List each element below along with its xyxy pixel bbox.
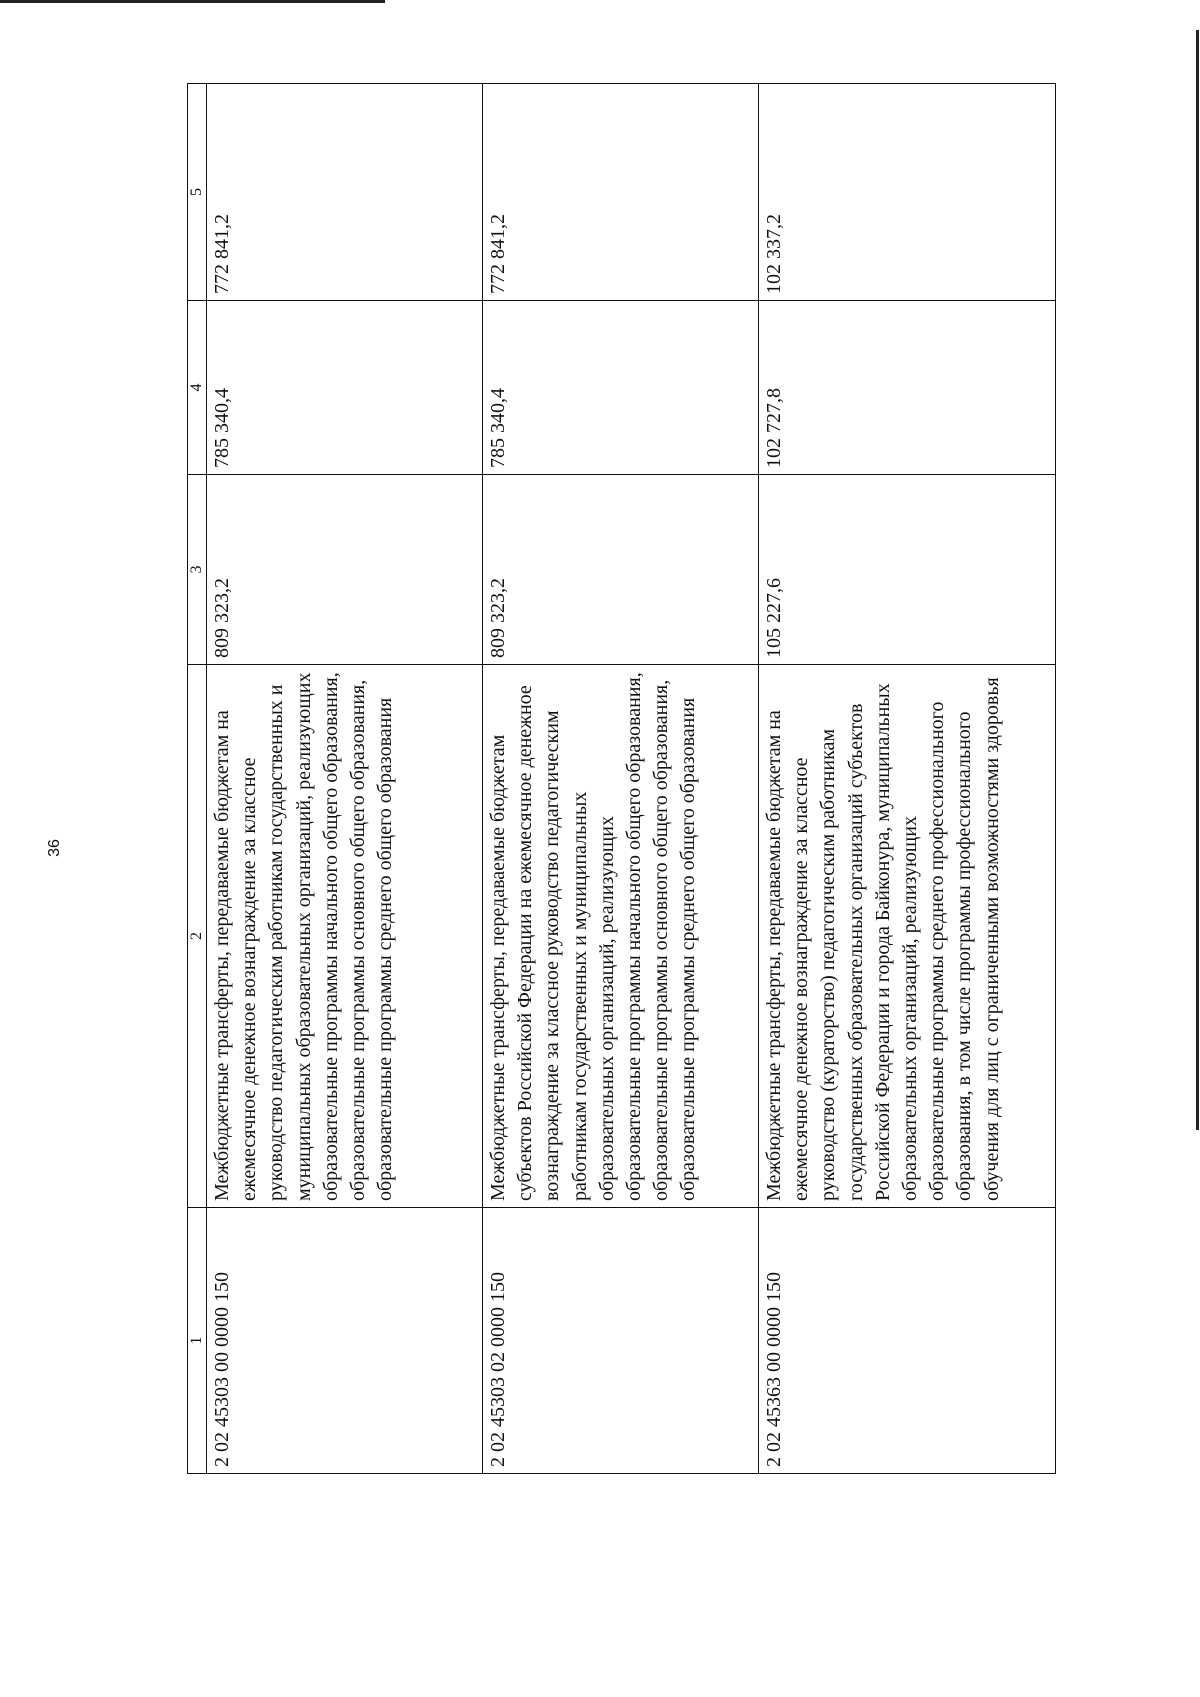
amount-cell-col4: 785 340,4	[483, 301, 759, 475]
budget-code-cell: 2 02 45303 00 0000 150	[207, 1208, 483, 1474]
page-number: 36	[46, 839, 63, 857]
column-header-5: 5	[188, 84, 207, 301]
budget-table	[187, 83, 1056, 1474]
column-header-2: 2	[188, 665, 207, 1208]
scan-edge-right	[1196, 30, 1199, 1130]
amount-cell-col5: 772 841,2	[483, 84, 759, 301]
table-row	[483, 84, 759, 1474]
table-row	[207, 84, 483, 1474]
table-row	[759, 84, 1056, 1474]
description-cell: Межбюджетные трансферты, передаваемые бюджетам на ежемесячное денежное вознаграждение за классное руководство (кураторство) педагогическим работникам государственных образовательных организаций субъектов Российской Федерации и города Байконура, муниципальных образовательных организаций, реализующих образовательные программы среднего профессионального образования, в том числе программы профессионального обучения для лиц с ограниченными возможностями здоровья	[759, 665, 1056, 1208]
description-cell: Межбюджетные трансферты, передаваемые бюджетам на ежемесячное денежное вознаграждение за классное руководство педагогическим работникам государственных и муниципальных образовательных организаций, реализующих образовательные программы начального общего образования, образовательные программы основного общего образования, образовательные программы среднего общего образования	[207, 665, 483, 1208]
amount-cell-col4: 785 340,4	[207, 301, 483, 475]
budget-code-cell: 2 02 45303 02 0000 150	[483, 1208, 759, 1474]
scan-edge-top	[0, 0, 385, 3]
column-header-4: 4	[188, 301, 207, 475]
column-header-1: 1	[188, 1208, 207, 1474]
rotated-table-container	[187, 84, 1056, 1474]
amount-cell-col3: 105 227,6	[759, 475, 1056, 665]
table-header-row	[188, 84, 207, 1474]
budget-code-cell: 2 02 45363 00 0000 150	[759, 1208, 1056, 1474]
column-header-3: 3	[188, 475, 207, 665]
amount-cell-col3: 809 323,2	[483, 475, 759, 665]
amount-cell-col5: 772 841,2	[207, 84, 483, 301]
amount-cell-col5: 102 337,2	[759, 84, 1056, 301]
amount-cell-col4: 102 727,8	[759, 301, 1056, 475]
amount-cell-col3: 809 323,2	[207, 475, 483, 665]
description-cell: Межбюджетные трансферты, передаваемые бюджетам субъектов Российской Федерации на ежемесячное денежное вознаграждение за классное руководство педагогическим работникам государственных и муниципальных образовательных организаций, реализующих образовательные программы начального общего образования, образовательные программы основного общего образования, образовательные программы среднего общего образования	[483, 665, 759, 1208]
